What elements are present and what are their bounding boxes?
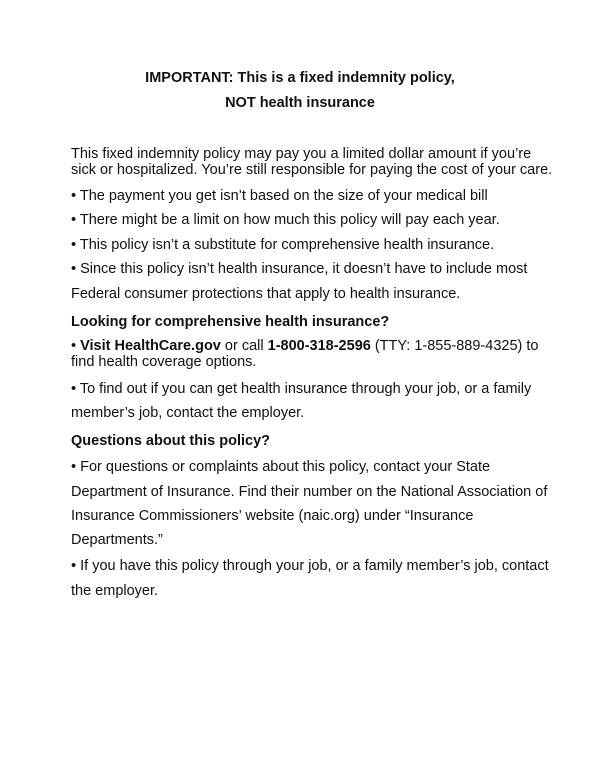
phone-number: 1-800-318-2596 [267, 338, 371, 354]
intro-line-2: sick or hospitalized. You’re still responsible for paying the cost of your care. [71, 162, 553, 178]
employer-contact-line-2: the employer. [71, 583, 159, 599]
bullet-payment: • The payment you get isn’t based on the size of your medical bill [71, 188, 488, 204]
job-coverage-line-2: member’s job, contact the employer. [71, 405, 305, 421]
bullet-substitute: • This policy isn’t a substitute for comprehensive health insurance. [71, 237, 495, 253]
bullet-protections-line-1: • Since this policy isn’t health insurance, it doesn’t have to include most [71, 261, 528, 277]
visit-or-call: or call [220, 338, 268, 354]
healthcare-gov-link: Visit HealthCare.gov [80, 338, 221, 354]
notice-title-line-1: IMPORTANT: This is a fixed indemnity policy, [145, 70, 455, 86]
complaints-line-4: Departments.” [71, 532, 163, 548]
visit-healthcare-line-2: find health coverage options. [71, 354, 257, 370]
complaints-line-3: Insurance Commissioners’ website (naic.org) under “Insurance [71, 508, 474, 524]
intro-line-1: This fixed indemnity policy may pay you a limited dollar amount if you’re [71, 146, 532, 162]
visit-healthcare-line-1 [71, 338, 541, 355]
bullet-protections-line-2: Federal consumer protections that apply to health insurance. [71, 286, 461, 302]
job-coverage-line-1: • To find out if you can get health insurance through your job, or a family [71, 381, 532, 397]
comprehensive-heading: Looking for comprehensive health insurance? [71, 314, 390, 330]
visit-bullet: • [71, 338, 81, 354]
complaints-line-1: • For questions or complaints about this policy, contact your State [71, 459, 491, 475]
questions-heading: Questions about this policy? [71, 433, 270, 449]
tty-number: (TTY: 1-855-889-4325) to [370, 338, 539, 354]
bullet-limit: • There might be a limit on how much this policy will pay each year. [71, 212, 500, 228]
complaints-line-2: Department of Insurance. Find their number on the National Association of [71, 484, 548, 500]
employer-contact-line-1: • If you have this policy through your job, or a family member’s job, contact [71, 558, 549, 574]
notice-title-line-2: NOT health insurance [225, 95, 375, 111]
